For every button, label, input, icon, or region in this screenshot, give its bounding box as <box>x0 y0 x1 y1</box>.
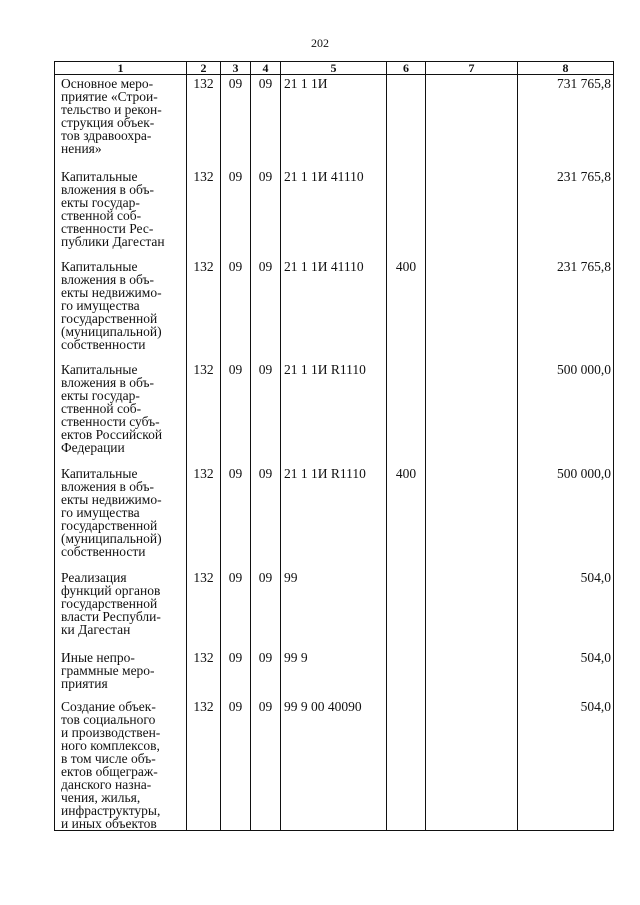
expense-type-cell <box>387 75 426 169</box>
row-name-cell: Реализация функций органов государственной власти Республи- ки Дагестан <box>55 569 187 649</box>
subsection-code-cell: 09 <box>251 75 281 169</box>
column-header: 1 <box>55 62 187 75</box>
row-name-cell: Капитальные вложения в объ- екты недвижимо- го имущества государственной (муниципальной) собственности <box>55 465 187 569</box>
column-header: 3 <box>221 62 251 75</box>
section-code-cell: 09 <box>221 361 251 465</box>
amount-cell: 231 765,8 <box>518 258 614 361</box>
amount-cell: 504,0 <box>518 698 614 831</box>
row-name-cell: Основное меро- приятие «Строи- тельство и рекон- струкция объек- тов здравоохра- нения» <box>55 75 187 169</box>
chapter-code-cell: 132 <box>187 649 221 698</box>
target-article-cell: 21 1 1И R1110 <box>281 361 387 465</box>
column-header: 2 <box>187 62 221 75</box>
section-code-cell: 09 <box>221 569 251 649</box>
column-7-cell <box>426 465 518 569</box>
target-article-cell: 21 1 1И 41110 <box>281 168 387 258</box>
column-header: 8 <box>518 62 614 75</box>
expense-type-cell: 400 <box>387 465 426 569</box>
amount-cell: 500 000,0 <box>518 361 614 465</box>
section-code-cell: 09 <box>221 75 251 169</box>
target-article-cell: 21 1 1И 41110 <box>281 258 387 361</box>
budget-table <box>54 61 614 831</box>
row-name-cell: Иные непро- граммные меро- приятия <box>55 649 187 698</box>
chapter-code-cell: 132 <box>187 569 221 649</box>
table-row <box>55 75 614 169</box>
section-code-cell: 09 <box>221 258 251 361</box>
target-article-cell: 21 1 1И R1110 <box>281 465 387 569</box>
table-row <box>55 361 614 465</box>
row-name-cell: Капитальные вложения в объ- екты государ- ственной соб- ственности субъ- ектов Российской Федерации <box>55 361 187 465</box>
chapter-code-cell: 132 <box>187 258 221 361</box>
target-article-cell: 99 9 <box>281 649 387 698</box>
amount-cell: 731 765,8 <box>518 75 614 169</box>
section-code-cell: 09 <box>221 168 251 258</box>
chapter-code-cell: 132 <box>187 75 221 169</box>
column-7-cell <box>426 698 518 831</box>
column-header: 5 <box>281 62 387 75</box>
amount-cell: 504,0 <box>518 569 614 649</box>
subsection-code-cell: 09 <box>251 698 281 831</box>
row-name-cell: Капитальные вложения в объ- екты недвижимо- го имущества государственной (муниципальной) собственности <box>55 258 187 361</box>
column-7-cell <box>426 75 518 169</box>
table-row <box>55 465 614 569</box>
column-header: 6 <box>387 62 426 75</box>
amount-cell: 500 000,0 <box>518 465 614 569</box>
expense-type-cell: 400 <box>387 258 426 361</box>
table-body <box>55 75 614 831</box>
column-7-cell <box>426 361 518 465</box>
row-name-cell: Капитальные вложения в объ- екты государ- ственной соб- ственности Рес- публики Дагестан <box>55 168 187 258</box>
column-7-cell <box>426 168 518 258</box>
chapter-code-cell: 132 <box>187 361 221 465</box>
table-row <box>55 168 614 258</box>
target-article-cell: 99 9 00 40090 <box>281 698 387 831</box>
subsection-code-cell: 09 <box>251 361 281 465</box>
expense-type-cell <box>387 361 426 465</box>
section-code-cell: 09 <box>221 465 251 569</box>
target-article-cell: 21 1 1И <box>281 75 387 169</box>
chapter-code-cell: 132 <box>187 465 221 569</box>
column-header: 4 <box>251 62 281 75</box>
target-article-cell: 99 <box>281 569 387 649</box>
row-name-cell: Создание объек- тов социального и производствен- ного комплексов, в том числе объ- ектов общеграж- данского назна- чения, жилья, инфраструктуры, и иных объектов <box>55 698 187 831</box>
expense-type-cell <box>387 569 426 649</box>
column-7-cell <box>426 649 518 698</box>
amount-cell: 231 765,8 <box>518 168 614 258</box>
subsection-code-cell: 09 <box>251 168 281 258</box>
page-number: 202 <box>311 36 329 50</box>
table-row <box>55 649 614 698</box>
column-header: 7 <box>426 62 518 75</box>
table-row <box>55 698 614 831</box>
column-7-cell <box>426 258 518 361</box>
table-row <box>55 258 614 361</box>
section-code-cell: 09 <box>221 649 251 698</box>
chapter-code-cell: 132 <box>187 168 221 258</box>
subsection-code-cell: 09 <box>251 649 281 698</box>
chapter-code-cell: 132 <box>187 698 221 831</box>
subsection-code-cell: 09 <box>251 465 281 569</box>
section-code-cell: 09 <box>221 698 251 831</box>
expense-type-cell <box>387 649 426 698</box>
column-7-cell <box>426 569 518 649</box>
subsection-code-cell: 09 <box>251 258 281 361</box>
table-header-row <box>55 62 614 75</box>
expense-type-cell <box>387 698 426 831</box>
amount-cell: 504,0 <box>518 649 614 698</box>
table-row <box>55 569 614 649</box>
subsection-code-cell: 09 <box>251 569 281 649</box>
expense-type-cell <box>387 168 426 258</box>
